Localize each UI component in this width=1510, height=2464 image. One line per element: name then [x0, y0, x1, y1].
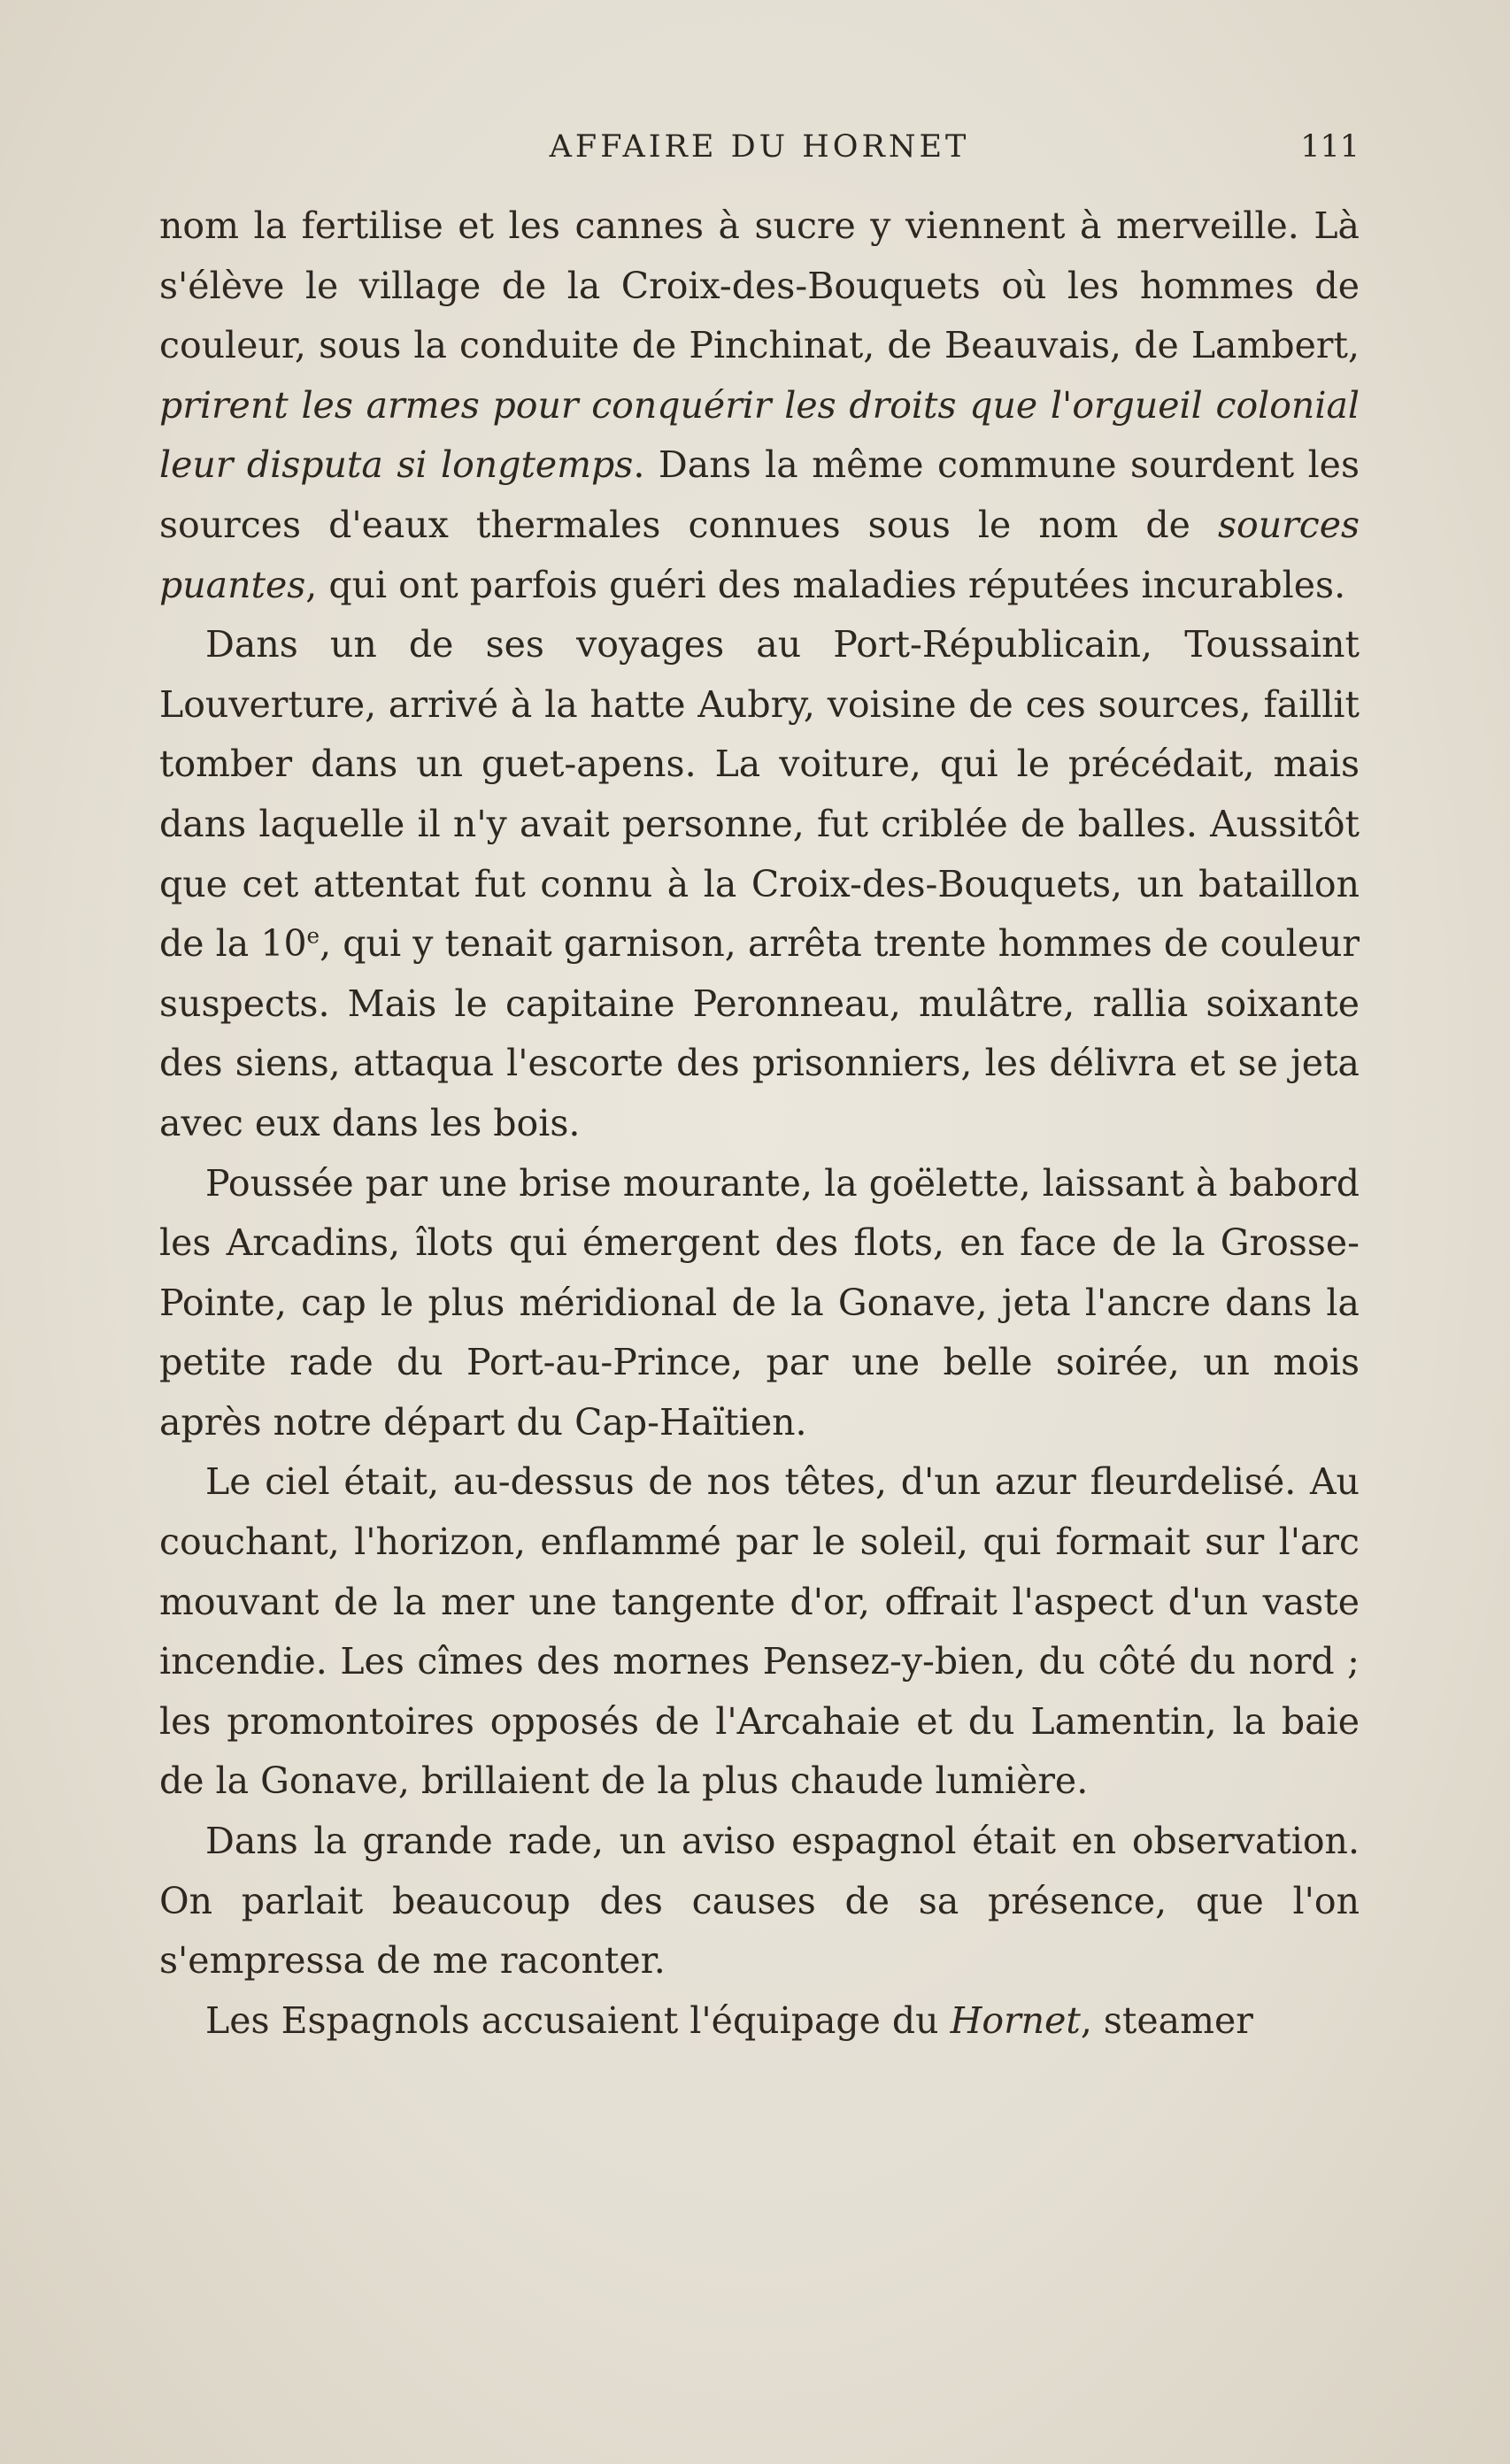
paragraph-2-text-a: Dans un de ses voyages au Port-Républicain, Toussaint Louverture, arrivé à la hatte Aubry, voisine de ces sources, faillit tomber dans un guet-apens. La voiture, qui le précédait, mais dans laquelle il n'y avait personne, fut criblée de balles. Aussitôt que cet attentat fut connu à la Croix-des-Bouquets, un bataillon de la 10: [159, 623, 1360, 966]
paragraph-6: [159, 1991, 1360, 2052]
paragraph-5: Dans la grande rade, un aviso espagnol était en observation. On parlait beaucoup des causes de sa présence, que l'on s'empressa de me raconter.: [159, 1820, 1360, 1983]
paragraph-2: [159, 615, 1360, 1153]
running-head: [159, 122, 1360, 175]
paragraph-4: Le ciel était, au-dessus de nos têtes, d'un azur fleurdelisé. Au couchant, l'horizon, enflammé par le soleil, qui formait sur l'arc mouvant de la mer une tangente d'or, offrait l'aspect d'un vaste incendie. Les cîmes des mornes Pensez-y-bien, du côté du nord ; les promontoires opposés de l'Arcahaie et du Lamentin, la baie de la Gonave, brillaient de la plus chaude lumière.: [159, 1460, 1360, 1803]
paragraph-6-italic: Hornet: [950, 1998, 1081, 2042]
body-text: [159, 196, 1360, 2051]
paragraph-1-text-b: . Dans la même commune sourdent les sources d'eaux thermales connues sous le nom de: [159, 443, 1360, 546]
paragraph-1-text-c: , qui ont parfois guéri des maladies réputées incurables.: [305, 563, 1346, 606]
paragraph-1: [159, 196, 1360, 615]
paragraph-3: Poussée par une brise mourante, la goëlette, laissant à babord les Arcadins, îlots qui émergent des flots, en face de la Grosse-Pointe, cap le plus méridional de la Gonave, jeta l'ancre dans la petite rade du Port-au-Prince, par une belle soirée, un mois après notre départ du Cap-Haïtien.: [159, 1161, 1360, 1444]
paragraph-6-text-a: Les Espagnols accusaient l'équipage du: [205, 1998, 951, 2042]
paragraph-1-text-a: nom la fertilise et les cannes à sucre y viennent à merveille. Là s'élève le village de la Croix-des-Bouquets où les hommes de couleur, sous la conduite de Pinchinat, de Beauvais, de Lambert,: [159, 204, 1360, 367]
paragraph-2-text-b: , qui y tenait garnison, arrêta trente hommes de couleur suspects. Mais le capitaine Peronneau, mulâtre, rallia soixante des siens, attaqua l'escorte des prisonniers, les délivra et se jeta avec eux dans les bois.: [159, 922, 1360, 1144]
paragraph-6-text-b: , steamer: [1080, 1998, 1253, 2042]
paragraph-2-superscript: e: [306, 922, 320, 949]
running-title: AFFAIRE DU HORNET: [549, 129, 970, 165]
paragraph-1-italic-b: sources puantes: [159, 503, 1360, 606]
paragraph-1-italic-a: prirent les armes pour conquérir les droits que l'orgueil colonial leur disputa si longtemps: [159, 383, 1360, 487]
page-number: 111: [1300, 129, 1360, 165]
